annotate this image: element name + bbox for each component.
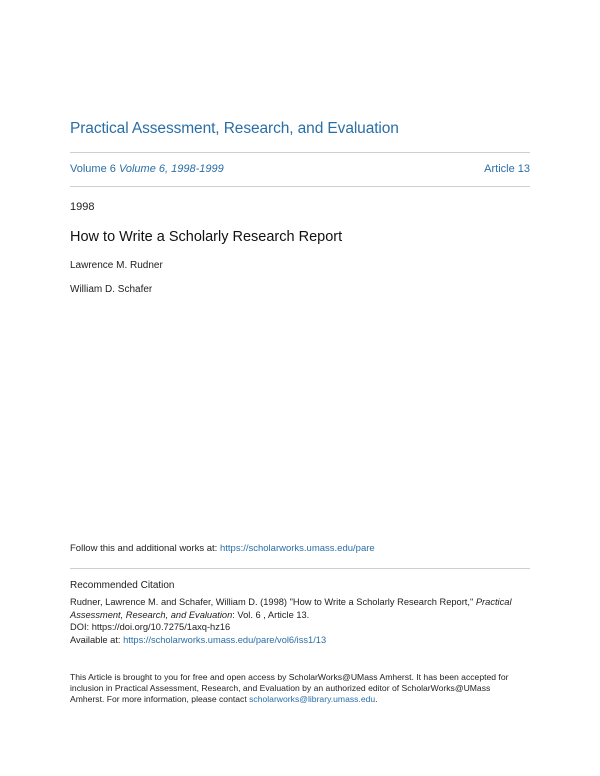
publication-year: 1998 <box>70 201 95 213</box>
access-notice-line-1: This Article is brought to you for free and open access by ScholarWorks@UMass Amherst. It has been accepted for <box>70 672 509 682</box>
article-title: How to Write a Scholarly Research Report <box>70 229 343 245</box>
contact-email-link[interactable]: scholarworks@library.umass.edu <box>249 694 376 704</box>
citation-divider <box>70 568 530 569</box>
follow-text: Follow this and additional works at: <box>70 543 220 554</box>
citation-line-2 <box>70 609 530 622</box>
citation-doi: DOI: https://doi.org/10.7275/1axq-hz16 <box>70 622 231 632</box>
access-notice-line-3 <box>70 694 530 705</box>
citation-volume: : Vol. 6 , Article 13. <box>232 609 310 620</box>
author-2: William D. Schafer <box>70 284 153 295</box>
volume-issue-link[interactable]: Volume 6, 1998-1999 <box>118 163 224 175</box>
citation-journal-part1: Practical <box>475 597 512 607</box>
article-number-link[interactable]: Article 13 <box>484 163 530 175</box>
volume-link[interactable]: Volume 6 <box>70 163 116 175</box>
contact-text: Amherst. For more information, please contact <box>70 694 250 704</box>
top-divider <box>70 152 530 153</box>
volume-divider <box>70 186 530 187</box>
volume-line <box>70 163 530 175</box>
citation-block <box>70 596 530 646</box>
citation-journal-part2: Assessment, Research, and Evaluation <box>70 609 233 620</box>
available-link[interactable]: https://scholarworks.umass.edu/pare/vol6/iss1/13 <box>123 634 327 645</box>
cover-page <box>70 0 530 776</box>
citation-authors-title: Rudner, Lawrence M. and Schafer, William D. (1998) "How to Write a Scholarly Research Report," <box>70 597 476 607</box>
available-label: Available at: <box>70 634 124 645</box>
author-1: Lawrence M. Rudner <box>70 260 163 271</box>
contact-end: . <box>375 694 378 704</box>
citation-available <box>70 634 530 647</box>
follow-link[interactable]: https://scholarworks.umass.edu/pare <box>219 543 375 554</box>
access-notice <box>70 672 530 705</box>
access-notice-line-2: inclusion in Practical Assessment, Research, and Evaluation by an authorized editor of ScholarWorks@UMass <box>70 683 491 693</box>
follow-line <box>70 543 375 554</box>
citation-line-1 <box>70 596 530 609</box>
volume-info <box>70 163 224 175</box>
recommended-citation-heading: Recommended Citation <box>70 580 175 591</box>
journal-title-link[interactable]: Practical Assessment, Research, and Evaluation <box>70 120 399 137</box>
